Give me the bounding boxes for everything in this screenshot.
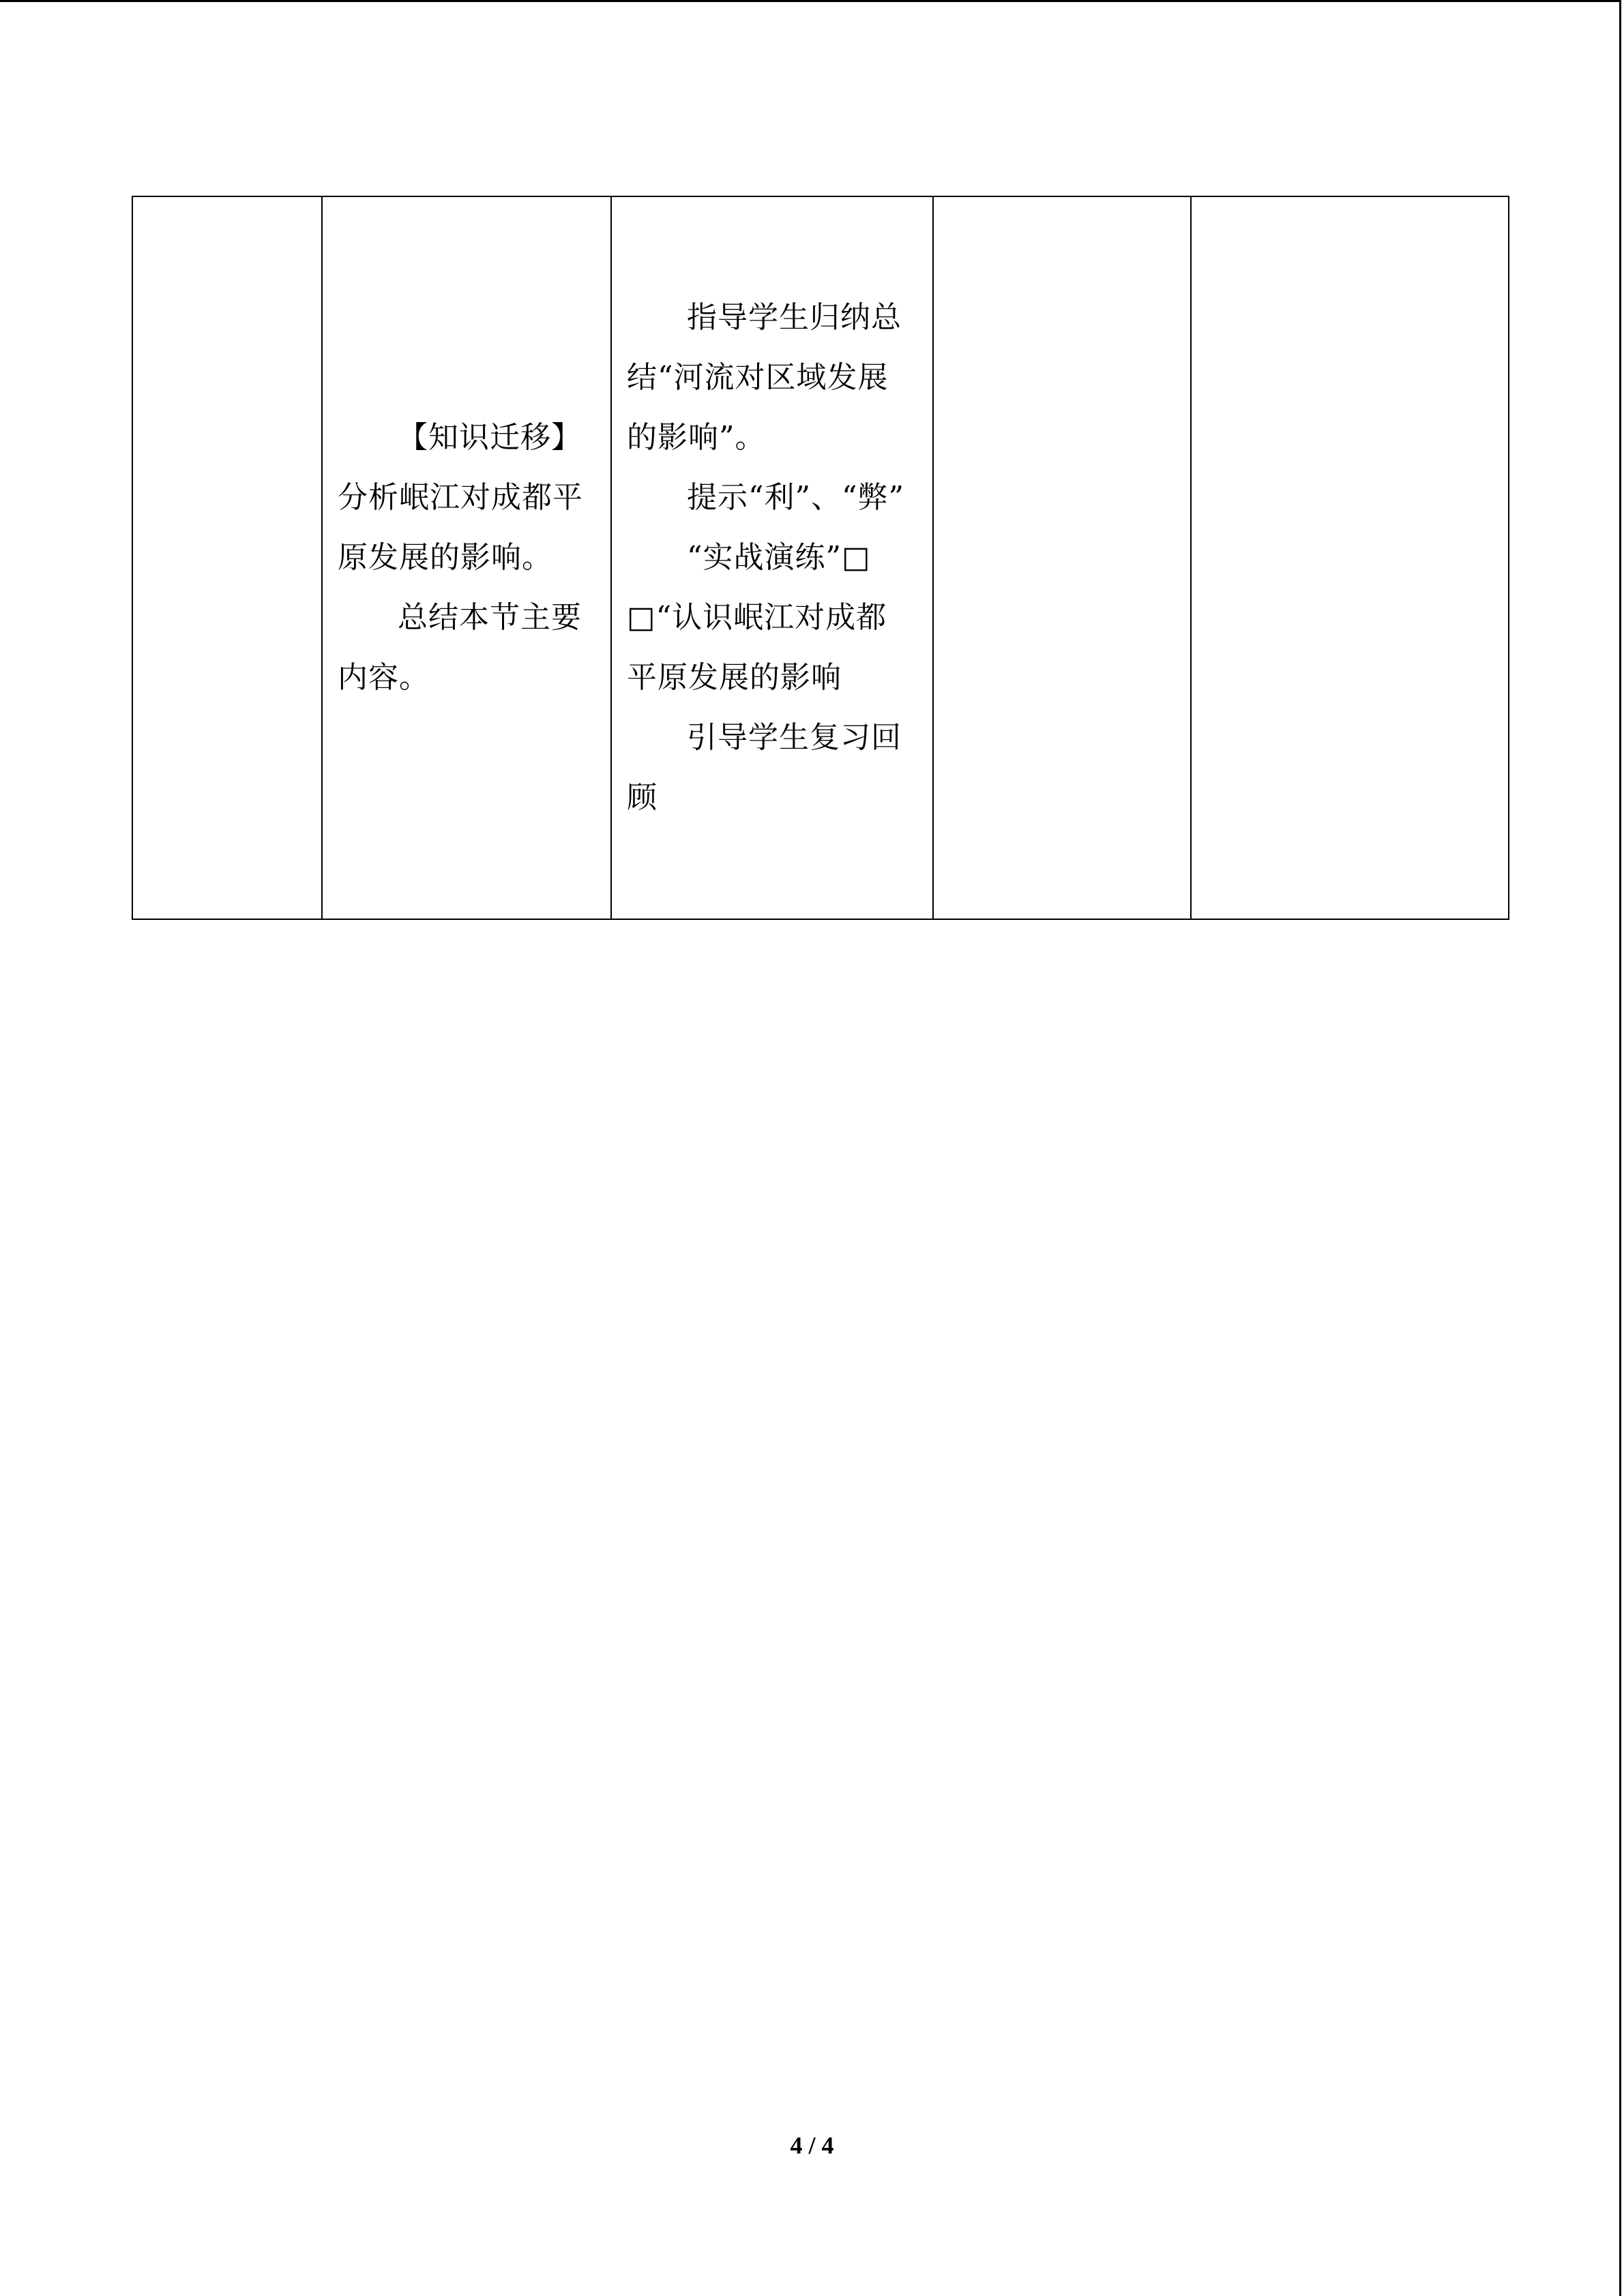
cell-notes	[1191, 196, 1509, 919]
review-text: 引导学生复习回顾	[627, 720, 902, 815]
practice-text: “实战演练”□□“认识岷江对成都平原发展的影响	[627, 540, 887, 695]
guide-summary-text: 指导学生归纳总结“河流对区域发展的影响”。	[627, 300, 902, 455]
hint-text: 提示“利”、“弊”	[687, 480, 904, 515]
table-row	[132, 196, 1509, 919]
cell-teacher-activity	[611, 196, 933, 919]
cell-student-activity	[322, 196, 611, 919]
cell-stage	[132, 196, 322, 919]
summary-text: 总结本节主要内容。	[338, 600, 582, 695]
lesson-plan-table	[132, 196, 1509, 920]
page-number: 4 / 4	[790, 2132, 834, 2159]
knowledge-transfer-text: 【知识迁移】分析岷江对成都平原发展的影响。	[338, 420, 583, 575]
cell-design-intent	[933, 196, 1191, 919]
